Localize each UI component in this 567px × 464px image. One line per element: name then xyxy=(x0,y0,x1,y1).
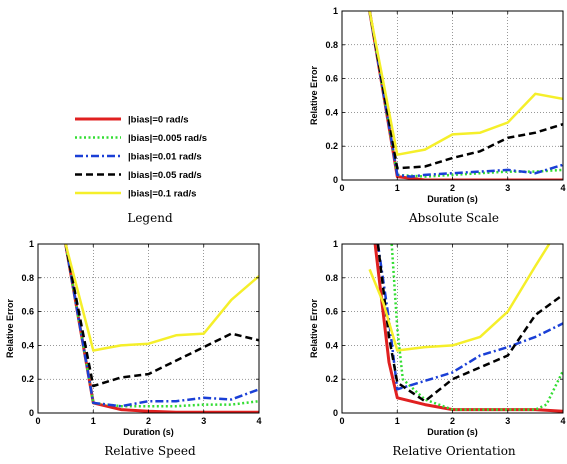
legend xyxy=(75,115,207,226)
x-tick-label: 1 xyxy=(90,416,96,426)
x-axis-label: Duration (s) xyxy=(427,194,478,204)
y-tick-label: 0.2 xyxy=(325,141,338,152)
x-axis-label: Duration (s) xyxy=(123,427,174,437)
series-line-1 xyxy=(66,244,259,406)
x-tick-label: 4 xyxy=(560,416,566,426)
series-line-4 xyxy=(370,244,550,351)
x-tick-label: 0 xyxy=(339,416,345,426)
x-tick-label: 4 xyxy=(560,183,566,193)
legend-label-4: |bias|=0.1 rad/s xyxy=(128,188,197,200)
y-tick-label: 0.8 xyxy=(325,272,338,283)
x-tick-label: 2 xyxy=(145,416,152,426)
x-tick-label: 2 xyxy=(449,183,456,193)
y-tick-label: 0.4 xyxy=(325,107,338,118)
x-tick-label: 0 xyxy=(35,416,41,426)
x-axis-label: Duration (s) xyxy=(427,427,478,437)
y-axis-label: Relative Error xyxy=(5,298,15,359)
legend-label-3: |bias|=0.05 rad/s xyxy=(128,170,202,181)
x-tick-label: 4 xyxy=(256,416,262,426)
series-line-0 xyxy=(66,244,259,412)
y-tick-label: 0.6 xyxy=(21,306,34,317)
chart-relative-orientation xyxy=(309,239,566,437)
x-tick-label: 1 xyxy=(394,416,400,426)
grid xyxy=(342,244,563,413)
chart-absolute-scale xyxy=(309,6,566,204)
x-tick-label: 1 xyxy=(394,183,400,193)
series-line-3 xyxy=(370,11,563,168)
y-tick-label: 0.6 xyxy=(325,306,338,317)
series-line-1 xyxy=(392,244,563,410)
legend-label-2: |bias|=0.01 rad/s xyxy=(128,151,202,163)
y-tick-label: 0 xyxy=(28,408,34,418)
y-tick-label: 1 xyxy=(332,239,338,249)
x-tick-label: 3 xyxy=(505,416,511,426)
y-tick-label: 0.4 xyxy=(325,340,338,351)
y-tick-label: 0.6 xyxy=(325,73,338,84)
legend-label-1: |bias|=0.005 rad/s xyxy=(128,133,207,144)
y-tick-label: 1 xyxy=(28,239,34,249)
series-group xyxy=(370,11,563,180)
chart-relative-speed xyxy=(5,239,262,437)
caption-absolute-scale: Absolute Scale xyxy=(408,211,500,225)
y-tick-label: 0 xyxy=(332,175,338,185)
x-tick-label: 3 xyxy=(505,183,511,193)
y-tick-label: 0.2 xyxy=(325,374,338,385)
y-tick-label: 0.8 xyxy=(325,39,338,50)
y-tick-label: 0.2 xyxy=(21,374,34,385)
y-tick-label: 0.4 xyxy=(21,340,34,351)
x-tick-label: 2 xyxy=(449,416,456,426)
series-line-3 xyxy=(66,244,259,386)
x-tick-label: 0 xyxy=(339,183,345,193)
caption-relative-orientation: Relative Orientation xyxy=(392,444,516,458)
caption-relative-speed: Relative Speed xyxy=(104,444,196,458)
legend-label-0: |bias|=0 rad/s xyxy=(128,114,189,126)
series-line-2 xyxy=(66,244,259,406)
y-axis-label: Relative Error xyxy=(309,298,319,359)
series-group xyxy=(370,244,563,411)
y-axis-label: Relative Error xyxy=(309,65,319,126)
legend-caption: Legend xyxy=(127,211,173,225)
y-tick-label: 1 xyxy=(332,6,338,16)
y-tick-label: 0 xyxy=(332,408,338,418)
y-tick-label: 0.8 xyxy=(21,272,34,283)
series-group xyxy=(66,244,259,412)
x-tick-label: 3 xyxy=(201,416,207,426)
